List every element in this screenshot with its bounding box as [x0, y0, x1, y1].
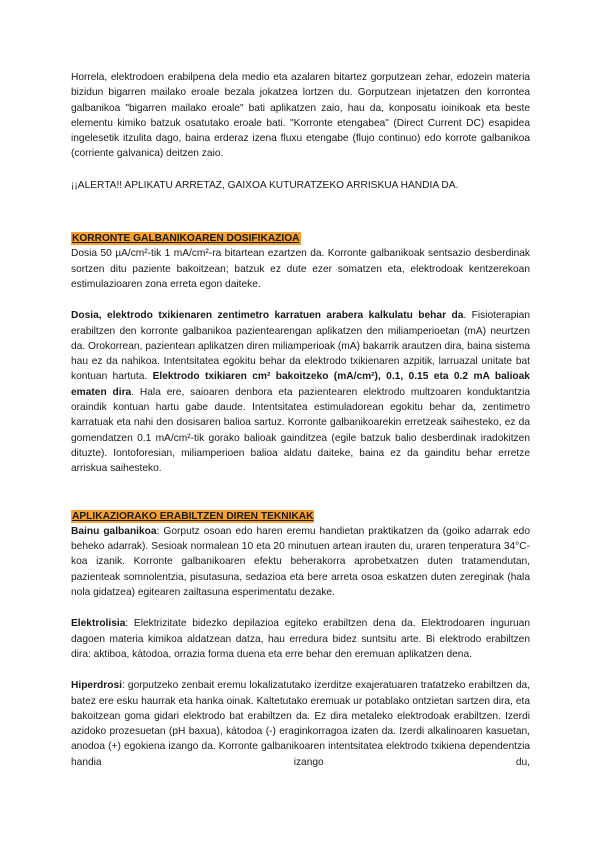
techniques-section — [71, 509, 530, 770]
dosage-section — [71, 231, 530, 476]
dosage-paragraph-1: Dosia 50 µA/cm²-tik 1 mA/cm²-ra bitartean ezartzen da. Korronte galbanikoak sentsazio desberdinak sortzen ditu paziente bakoitzean; batzuk ez dute ezer somatzen eta, elektrodoak kentzerekoan estimulazioaren zona erreta egon daiteke. — [71, 248, 530, 290]
technique-item — [71, 616, 530, 662]
intro-paragraph: Horrela, elektrodoen erabilpena dela medio eta azalaren bitartez gorputzean zehar, edozein materia bizidun bigarren mailako eroale bezala jokatzea lortzen du. Gorputzean injetatzen den korrontea galbanikoa "bigarren mailako eroale" bati aplikatzen zaio, hau da, konposatu ioinikoak eta beste elementu kimiko batzuk osatutako eroale bati. "Korronte etengabea" (Direct Current DC) esapidea ingelesetik itzulita dago, baina erderaz izena fluxu etengabe (flujo continuo) edo korrote galbanikoa (corriente galvanica) deitzen zaio. — [71, 72, 530, 160]
technique-title: Hiperdrosi — [71, 680, 122, 692]
dosage-heading: KORRONTE GALBANIKOAREN DOSIFIKAZIOA — [72, 233, 300, 245]
technique-title: Bainu galbanikoa — [71, 525, 157, 537]
dosage-text-b: . Hala ere, saioaren denbora eta pazientearen elektrodo multzoaren konduktantzia oraindik kontuan hartu gabe daude. Intentsitatea estimuladorean egokitu behar da, zentimetro karratuak eta nahi den dosisaren balioa sartuz. Korronte galbanikoarekin erretzeak saihesteko, ez da gomendatzen 0.1 mA/cm²-tik gorako balioak gainditzea (egile batzuk balio desberdinak iradokitzen dituzte). Iontoforesian, miliamperioen balioa aldatu daiteke, baina ez da gainditu behar erretze arriskua saihesteko. — [71, 386, 531, 475]
technique-item — [71, 678, 530, 770]
technique-text: : gorputzeko zenbait eremu lokalizatutako izerditze exajeratuaren tratatzeko erabiltzen da, batez ere esku haurrak eta hanka oinak. Kaltetutako eremuak ur potablako ontzietan sartzen dira, eta bakoitzean goma gidari elektrodo bat erabiltzen da. Ez dira metaleko elektrodoak erabiltzen. Izerdi azidoko prozesuetan (pH baxua), kátodoa (-) eraginkorragoa izaten da. Izerdi alkalinoaren kasuetan, anodoa (+) egokiena izango da. Korronte galbanikoaren intentsitatea elektrodo txikiena dependentzia handia izango du, — [71, 680, 530, 768]
technique-title: Elektrolisia — [71, 618, 126, 630]
alert-text: ¡¡ALERTA!! APLIKATU ARRETAZ, GAIXOA KUTURATZEKO ARRISKUA HANDIA DA. — [71, 179, 459, 191]
dosage-paragraph-2 — [71, 308, 530, 476]
dosage-bold-values: Elektrodo txikiaren cm² bakoitzeko (mA/cm²), 0.1, 0.15 eta 0.2 mA balioak ematen dira — [71, 371, 530, 398]
technique-item — [71, 524, 530, 600]
technique-text: : Gorputz osoan edo haren eremu handietan praktikatzen da (goiko adarrak edo beheko adarrak). Sesioak normalean 10 eta 20 minutuen artean irauten du, uraren tenperatura 34°C-koa izanik. Korronte galbanikoaren efektu beherakorra aprobetxatzen duten tratamendutan, pazienteak somnolentzia, pisutasuna, sedazioa eta bere arreta osoa eskatzen duten zereginak (hala nola gidatzea) egitearen zailtasuna esperimentatu dezake. — [71, 525, 530, 599]
technique-text: : Elektrizitate bidezko depilazioa egiteko erabiltzen dena da. Elektrodoaren inguruan dagoen materia kimikoa aldatzean datza, hau erredura bidez suntsitu arte. Bi elektrodo erabiltzen dira: aktiboa, kátodoa, orrazia forma duena eta erre behar den eremuan aplikatzen dena. — [71, 618, 530, 660]
techniques-heading: APLIKAZIORAKO ERABILTZEN DIREN TEKNIKAK — [72, 510, 314, 522]
dosage-bold-statement: Dosia, elektrodo txikienaren zentimetro karratuen arabera kalkulatu behar da — [71, 310, 464, 322]
dosage-text-a: . Fisioterapian erabiltzen den korronte galbanikoa pazientearengan aplikatzen den miliamperioetan (mA) neurtzen da. Orokorrean, pazientean aplikatzen diren miliamperioak (mA) bakarrik arautzen dira, baina sistema hau ez da nahikoa. Intentsitatea egokitu behar da elektrodo txikienaren azpitik, larruazal unitate bat kontuan hartuta. — [71, 310, 530, 383]
